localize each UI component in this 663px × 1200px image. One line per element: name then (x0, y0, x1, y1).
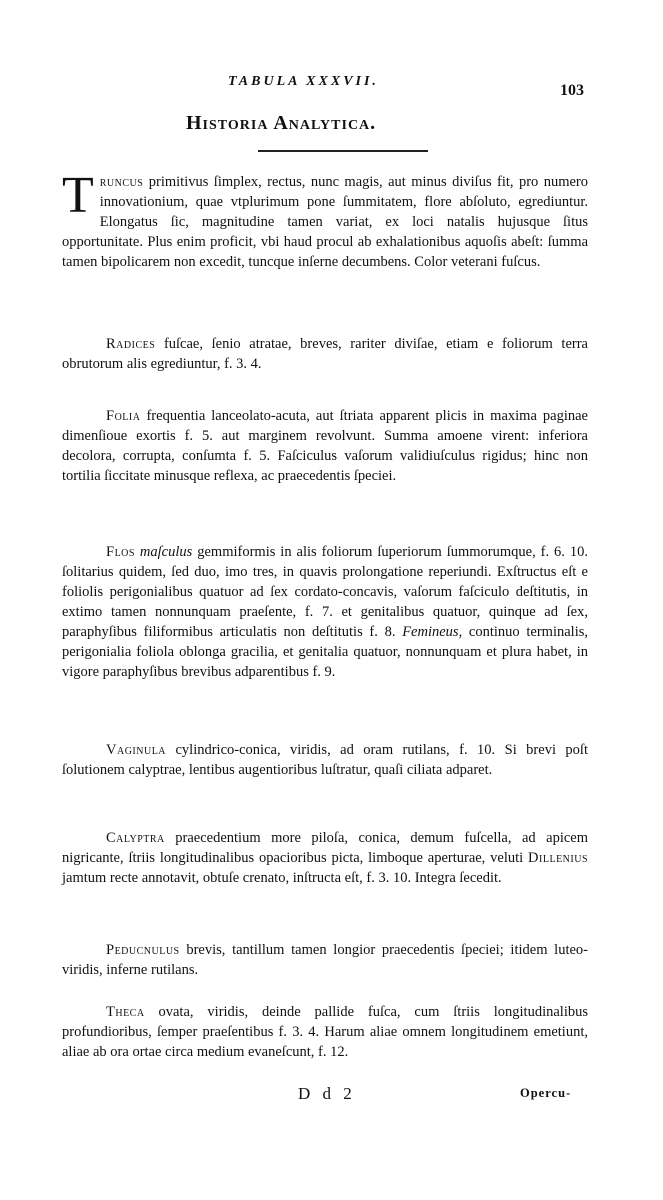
lead-word: runcus (99, 174, 144, 190)
lead-word: Folia (106, 408, 141, 424)
title-rule (258, 150, 428, 152)
lead-word: Peducnulus (106, 942, 180, 958)
paragraph-pedunculus (62, 940, 588, 980)
bleed-through-decoration (440, 96, 443, 114)
paragraph-text: cylindrico-conica, viridis, ad oram rutilans, f. 10. Si brevi poſt ſolutionem calyptrae, lentibus augentioribus luſtratur, quaſi ciliata adparet. (62, 742, 588, 778)
italic-term: Femineus (402, 624, 459, 640)
paragraph-truncus (62, 167, 588, 272)
paragraph-text: praecedentium more piloſa, conica, demum fuſcella, ad apicem nigricante, ſtriis longitudinalibus opacioribus picta, limboque aperturae, veluti (62, 830, 588, 866)
author-name: Dillenius (528, 850, 589, 866)
paragraph-text: ovata, viridis, deinde pallide fuſca, cum ſtriis longitudinalibus profundioribus, ſemper praeſentibus f. 3. 4. Harum aliae omnem longitudinem emetiunt, aliae ab ora ortae circa medium evaneſcunt, f. 12. (62, 1004, 588, 1060)
paragraph-text: brevis, tantillum tamen longior praecedentis ſpeciei; itidem luteo-viridis, inferne rutilans. (62, 942, 588, 978)
paragraph-text: primitivus ſimplex, rectus, nunc magis, aut minus diviſus fit, pro numero innovationium, quae vtplurimum pone ſummitatem, flore abſoluto, egrediuntur. Elongatus ſic, magnitudine tamen variat, ex loci natalis hujusque ſitus opportunitate. Plus enim proficit, vbi haud procul ab exhalationibus aquoſis abeſt: ſumma tamen bipolicarem non excedit, tuncque inſerne decumbens. Color veterani fuſcus. (62, 174, 588, 270)
catchword: Opercu- (520, 1086, 572, 1100)
paragraph-text-2: , continuo terminalis, perigonialia foliola oblonga gracilia, et genitalia quatuor, nonnunquam et plura habet, in vigore paraphyſibus brevibus adparentibus f. 9. (62, 624, 588, 680)
paragraph-vaginula (62, 740, 588, 780)
paragraph-folia (62, 406, 588, 486)
lead-word: Theca (106, 1004, 145, 1020)
italic-term: maſculus (139, 544, 193, 560)
drop-cap: T (62, 167, 94, 224)
running-head: TABULA XXXVII. (228, 74, 379, 89)
paragraph-radices (62, 334, 588, 374)
page-number: 103 (560, 82, 584, 99)
lead-word: Flos (106, 544, 135, 560)
paragraph-text: fuſcae, ſenio atratae, breves, rariter diviſae, etiam e foliorum terra obrutorum alis egrediuntur, f. 3. 4. (62, 336, 588, 372)
lead-word: Vaginula (106, 742, 167, 758)
lead-word: Calyptra (106, 830, 165, 846)
paragraph-text-2: jamtum recte annotavit, obtuſe crenato, inſtructa eſt, f. 3. 10. Integra ſecedit. (62, 870, 502, 886)
paragraph-calyptra (62, 828, 588, 888)
paragraph-flos (62, 542, 588, 682)
paragraph-text: frequentia lanceolato-acuta, aut ſtriata apparent plicis in maxima paginae dimenſioue exortis f. 5. aut marginem revolvunt. Summa amoene virent: inferiora decolora, corrupta, conſumta f. 5. Faſciculus vaſorum validiuſculus rigidus; hinc non tortilia ſiccitate minusque reflexa, ac praecedentis ſpeciei. (62, 408, 588, 484)
paragraph-text: gemmiformis in alis foliorum ſuperiorum ſummorumque, f. 6. 10. ſolitarius quidem, ſed duo, imo tres, in quavis prolongatione reperiundi. Exſtructus eſt e foliolis perigonialibus quatuor ad ſex cordato-concavis, vaſorum faſciculo deſtitutis, in extimo tamen nonnunquam praeſente, f. 7. et genitalibus quatuor, quinque ad ſex, paraphyſibus filiformibus articulatis non deſtitutis f. 8. (62, 544, 589, 640)
section-title: Historia Analytica. (186, 112, 377, 134)
signature-mark: D d 2 (298, 1084, 356, 1103)
lead-word: Radices (106, 336, 156, 352)
paragraph-theca (62, 1002, 588, 1062)
